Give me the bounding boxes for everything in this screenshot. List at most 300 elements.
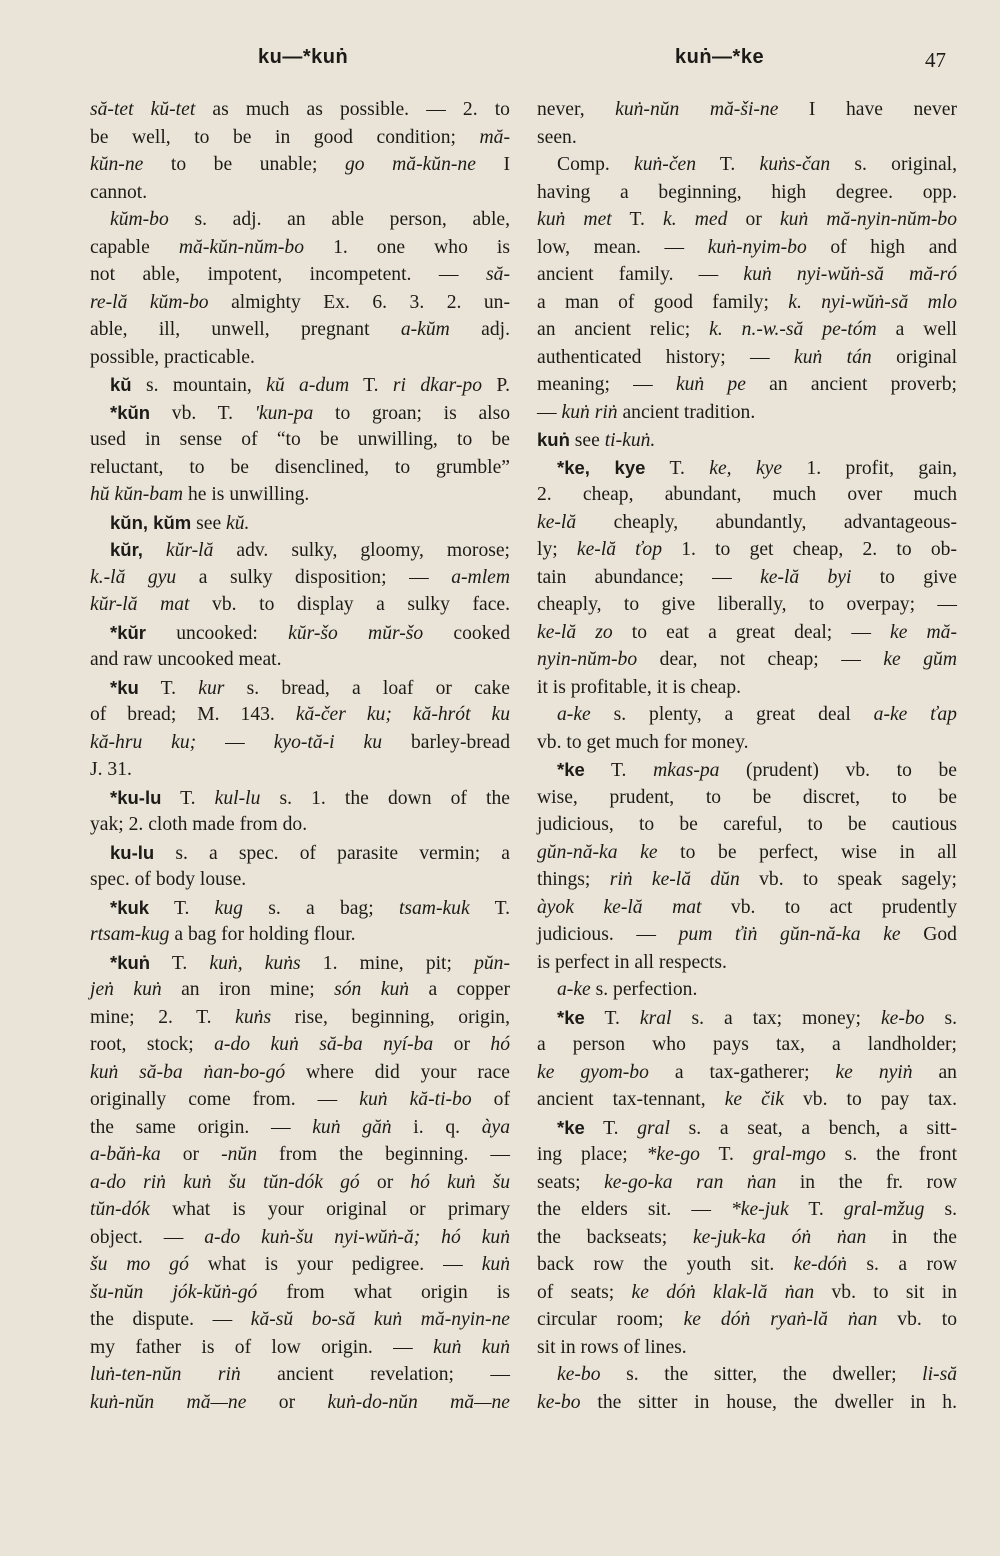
text-run: or (727, 209, 780, 230)
text-run: seats; (537, 1171, 605, 1193)
text-line (90, 1279, 510, 1307)
text-run: 1. one who is (304, 236, 510, 258)
italic-text: a-ke (557, 704, 591, 725)
text-run: adj. (449, 319, 510, 340)
italic-text: gral-mgo (752, 1144, 826, 1165)
text-line (537, 1306, 957, 1334)
text-run: see (569, 430, 605, 451)
text-line (90, 1114, 510, 1142)
text-line (90, 179, 510, 207)
italic-text: kyo-tă-i ku (273, 731, 383, 753)
text-run: a well (876, 319, 957, 340)
text-run: mine; 2. T. (90, 1006, 236, 1028)
italic-text: kuṅ tán (794, 346, 872, 368)
text-run: vb. to (877, 1309, 957, 1330)
text-run: things; (537, 869, 610, 890)
text-run: to give (851, 566, 958, 588)
text-line (537, 261, 957, 289)
text-line (537, 509, 957, 537)
italic-text: a-do kuṅ să-ba nyí-ba (214, 1034, 434, 1055)
italic-text: a-ke ťap (873, 704, 957, 725)
text-run: the elders sit. — (537, 1199, 731, 1220)
text-run: sit in rows of lines. (537, 1336, 687, 1358)
italic-text: 'kun-pa (254, 402, 314, 424)
text-run: I have never (778, 99, 957, 120)
text-line (90, 536, 510, 564)
text-run: meaning; — (537, 374, 676, 395)
italic-text: són kuṅ (334, 979, 410, 1000)
text-run: T. (584, 1117, 638, 1139)
text-line (90, 839, 510, 867)
text-run: 1. mine, pit; (300, 952, 475, 974)
text-line (537, 1031, 957, 1059)
headword: kŭr, (110, 539, 143, 560)
text-line (537, 784, 957, 812)
text-run: or (246, 1391, 328, 1413)
text-run: never, (537, 99, 616, 120)
text-run: the backseats; (537, 1226, 693, 1248)
italic-text: kuṅ să-ba ṅan-bo-gó (90, 1061, 286, 1083)
text-line (537, 646, 957, 674)
text-line (90, 784, 510, 812)
text-run: or (160, 1144, 222, 1165)
italic-text: kŭr-šo mŭr-šo (288, 622, 424, 644)
text-run: a sulky disposition; — (176, 566, 452, 588)
text-run: originally come from. — (90, 1089, 360, 1110)
italic-text: nyin-nŭm-bo (537, 649, 638, 670)
text-run: wise, prudent, to be discret, to be (537, 786, 957, 808)
text-line (90, 426, 510, 454)
text-run: T. (584, 1007, 640, 1029)
text-run: Comp. (557, 154, 635, 175)
text-run: T. (699, 1144, 753, 1165)
italic-text: ke-bo (880, 1007, 925, 1029)
text-run: cheaply, to give liberally, to overpay; — (537, 594, 957, 615)
text-run: object. — (90, 1226, 205, 1248)
text-run: cooked (423, 622, 510, 644)
text-run: root, stock; (90, 1034, 215, 1055)
italic-text: ke čik (724, 1089, 784, 1110)
text-run: tain abundance; — (537, 566, 761, 588)
italic-text: kŭn-ne (90, 154, 144, 175)
italic-text: hŭ kŭn-bam (90, 484, 184, 505)
italic-text: àyok ke-lă mat (537, 896, 702, 918)
text-run: vb. to speak sagely; (739, 869, 957, 890)
italic-text: kul-lu (214, 787, 261, 809)
text-run: where did your race (285, 1061, 511, 1083)
text-run: able, ill, unwell, pregnant (90, 319, 401, 340)
text-line (537, 151, 957, 179)
text-line (537, 894, 957, 922)
text-line (537, 1169, 957, 1197)
text-line (90, 811, 510, 839)
text-line (537, 619, 957, 647)
text-run: T. (788, 1199, 844, 1220)
text-line (90, 1141, 510, 1169)
italic-text: *ke-juk (730, 1199, 789, 1220)
italic-text: kuṅs-čan (759, 154, 831, 175)
text-run: T. (161, 787, 215, 809)
text-run: T. (149, 897, 215, 919)
text-run: T. (696, 154, 760, 175)
italic-text: kur (198, 677, 225, 699)
right-column (537, 96, 957, 1416)
text-line (90, 701, 510, 729)
text-run: of high and (806, 236, 957, 258)
italic-text: a-do riṅ kuṅ šu tŭn-dók gó (90, 1171, 360, 1193)
text-run: and raw uncooked meat. (90, 649, 282, 670)
page-number: 47 (925, 48, 946, 72)
text-line (537, 701, 957, 729)
text-line (537, 866, 957, 894)
italic-text: ke-juk-ka óṅ ṅan (692, 1226, 867, 1248)
text-line (90, 866, 510, 894)
italic-text: li-să (922, 1364, 957, 1385)
text-line (537, 1059, 957, 1087)
text-run: s. a spec. of parasite vermin; a (154, 842, 510, 864)
text-line (537, 1251, 957, 1279)
text-run: (prudent) vb. to be (719, 760, 957, 781)
text-run: s. (924, 1199, 957, 1220)
text-run: back row the youth sit. (537, 1254, 794, 1275)
italic-text: kŭ. (226, 512, 250, 534)
italic-text: kuṅ riṅ (561, 401, 618, 423)
text-line (537, 729, 957, 757)
text-line (90, 591, 510, 619)
italic-text: a-ke (557, 979, 591, 1000)
italic-text: àya (481, 1116, 510, 1138)
italic-text: k. med (663, 209, 728, 230)
text-line (90, 1086, 510, 1114)
text-run: low, mean. — (537, 236, 708, 258)
text-run: original (871, 346, 958, 368)
text-line (90, 1224, 510, 1252)
headword: *ku-lu (110, 786, 162, 808)
left-column (90, 96, 510, 1416)
italic-text: kuṅ-nŭn mă—ne (90, 1391, 247, 1413)
text-run: a tax-gatherer; (648, 1061, 836, 1083)
text-run: an iron mine; (161, 979, 335, 1000)
text-line (537, 206, 957, 234)
italic-text: ke dóṅ klak-lă ṅan (631, 1281, 815, 1303)
text-run: to be unable; (143, 154, 345, 175)
text-run: yak; 2. cloth made from do. (90, 814, 308, 835)
text-line (537, 839, 957, 867)
headword: *kuk (110, 896, 150, 918)
text-run: s. a tax; money; (671, 1007, 881, 1029)
text-line (537, 1389, 957, 1417)
text-run: cannot. (90, 181, 148, 203)
text-run: vb. to pay tax. (783, 1089, 957, 1110)
text-run: judicious, to be careful, to be cautious (537, 814, 957, 835)
text-run: s. mountain, (131, 375, 267, 396)
text-line (537, 756, 957, 784)
italic-text: a-kŭm (400, 319, 450, 340)
text-run: vb. to get much for money. (537, 731, 749, 753)
text-line (90, 124, 510, 152)
text-run: 2. cheap, abundant, much over much (537, 484, 957, 505)
italic-text: šu-nŭn jók-kŭṅ-gó (90, 1281, 258, 1303)
italic-text: ke nyiṅ (835, 1061, 913, 1083)
text-run: s. adj. an able person, able, (168, 209, 510, 230)
text-run: an (912, 1061, 957, 1083)
text-run: the same origin. — (90, 1116, 313, 1138)
text-line (90, 454, 510, 482)
text-run: — (196, 731, 274, 753)
text-line (537, 96, 957, 124)
text-line (537, 591, 957, 619)
text-run: ancient family. — (537, 264, 744, 285)
left-guide-word: ku—*kuṅ (258, 46, 349, 68)
text-run: s. a row (846, 1254, 957, 1275)
headword: *ke (557, 1006, 585, 1028)
text-run: the dispute. — (90, 1309, 251, 1330)
italic-text: hó (490, 1034, 510, 1055)
text-run: s. a bag; (242, 897, 399, 919)
italic-text: kuṅ pe (675, 374, 746, 395)
text-run: a man of good family; (537, 291, 789, 313)
text-run: or (359, 1171, 411, 1193)
text-line (90, 151, 510, 179)
text-run: ancient tax-tennant, (537, 1089, 725, 1110)
italic-text: pŭn- (474, 952, 510, 974)
text-line (537, 1086, 957, 1114)
text-line (537, 1224, 957, 1252)
text-run: a copper (409, 979, 510, 1000)
headword: kŭn, kŭm (110, 511, 192, 533)
italic-text: ri dkar-po (392, 375, 482, 396)
italic-text: kuṅ mă-nyin-nŭm-bo (779, 209, 957, 230)
headword: *ku (110, 676, 139, 698)
text-run: s. the front (825, 1144, 958, 1165)
text-line (537, 976, 957, 1004)
headword: *ke (557, 759, 585, 780)
text-run: s. perfection. (590, 979, 698, 1000)
text-run: almighty Ex. 6. 3. 2. un- (208, 291, 510, 313)
text-run: in the (866, 1226, 957, 1248)
headword: *ke (557, 1116, 585, 1138)
text-line (537, 234, 957, 262)
italic-text: go mă-kŭn-ne (344, 154, 476, 175)
text-run: an ancient proverb; (745, 374, 958, 395)
text-line (90, 509, 510, 537)
text-line (537, 1141, 957, 1169)
text-line (537, 811, 957, 839)
italic-text: kuṅ, kuṅs (209, 952, 301, 974)
text-run: s. plenty, a great deal (590, 704, 874, 725)
text-run: is perfect in all respects. (537, 951, 727, 973)
italic-text: kuṅ-do-nŭn mă—ne (327, 1391, 510, 1413)
text-run: vb. T. (150, 402, 255, 424)
italic-text: kug (214, 897, 243, 919)
italic-text: kuṅ-čen (634, 154, 697, 175)
text-line (537, 1279, 957, 1307)
text-line (90, 1251, 510, 1279)
text-line (90, 316, 510, 344)
italic-text: a-do kuṅ-šu nyi-wŭṅ-ă; hó kuṅ (204, 1226, 510, 1248)
text-run: of (471, 1089, 510, 1110)
text-run: seen. (537, 126, 577, 148)
italic-text: gŭn-nă-ka ke (537, 841, 658, 863)
right-guide-word: kuṅ—*ke (675, 46, 765, 68)
text-run: s. a seat, a bench, a sitt- (669, 1117, 957, 1139)
running-head (0, 46, 1000, 80)
text-run: cheaply, abundantly, advantageous- (576, 511, 957, 533)
text-run: or (433, 1034, 491, 1055)
text-run: not able, impotent, incompetent. — (90, 264, 487, 285)
text-line (537, 1334, 957, 1362)
text-run: dear, not cheap; — (637, 649, 884, 670)
italic-text: ke-go-ka ran ṅan (604, 1171, 777, 1193)
italic-text: ke-bo (537, 1391, 581, 1413)
text-run: in the fr. row (776, 1171, 957, 1193)
italic-text: kuṅ kuṅ (433, 1336, 511, 1358)
text-run: to eat a great deal; — (612, 621, 891, 643)
text-run: T. (150, 952, 210, 974)
text-run: adv. sulky, gloomy, morose; (213, 540, 511, 561)
italic-text: riṅ ke-lă dŭn (609, 869, 740, 890)
text-run: s. 1. the down of the (260, 787, 510, 809)
italic-text: ke gyom-bo (537, 1061, 649, 1083)
text-line (90, 921, 510, 949)
italic-text: re-lă kŭm-bo (90, 291, 209, 313)
text-run: P. (482, 375, 510, 396)
text-run: T. (611, 209, 664, 230)
text-line (90, 1169, 510, 1197)
text-line (90, 289, 510, 317)
text-line (537, 179, 957, 207)
italic-text: ke, kye (709, 457, 783, 479)
text-run: an ancient relic; (537, 319, 710, 340)
text-run (143, 540, 166, 561)
text-line (90, 234, 510, 262)
text-run: it is profitable, it is cheap. (537, 676, 742, 698)
italic-text: ke-lă byi (760, 566, 852, 588)
text-run: circular room; (537, 1309, 684, 1330)
italic-text: kŭr-lă mat (90, 594, 190, 615)
text-line (537, 1361, 957, 1389)
text-line (90, 1334, 510, 1362)
italic-text: k. n.-w.-să pe-tóm (709, 319, 877, 340)
text-run: vb. to sit in (814, 1281, 957, 1303)
italic-text: kŭm-bo (110, 209, 169, 230)
italic-text: mă- (479, 126, 510, 148)
text-line (537, 481, 957, 509)
text-line (537, 1114, 957, 1142)
italic-text: kă-sŭ bo-să kuṅ mă-nyin-ne (250, 1309, 510, 1330)
text-line (90, 646, 510, 674)
text-line (90, 674, 510, 702)
text-line (90, 96, 510, 124)
italic-text: ke-dóṅ (793, 1254, 847, 1275)
text-run: what is your original or primary (149, 1199, 510, 1220)
text-line (90, 619, 510, 647)
text-line (90, 206, 510, 234)
headword: *ke, kye (557, 456, 646, 478)
text-run: s. the sitter, the dweller; (600, 1364, 923, 1385)
italic-text: să- (486, 264, 510, 285)
text-line (537, 536, 957, 564)
text-line (537, 564, 957, 592)
text-line (537, 371, 957, 399)
text-run: T. (645, 457, 710, 479)
text-run: T. (349, 375, 393, 396)
italic-text: gral-mžug (843, 1199, 925, 1220)
text-run: be well, to be in good condition; (90, 126, 480, 148)
text-run: s. (924, 1007, 957, 1029)
text-run: barley-bread (382, 731, 510, 753)
italic-text: kuṅ met (537, 209, 612, 230)
italic-text: kă-hru ku; (90, 731, 197, 753)
text-run: 1. profit, gain, (782, 457, 958, 479)
text-run: to groan; is also (313, 402, 511, 424)
italic-text: luṅ-ten-nŭn riṅ (90, 1364, 241, 1385)
italic-text: ke dóṅ ryaṅ-lă ṅan (683, 1309, 878, 1330)
italic-text: kuṅ-nyim-bo (707, 236, 807, 258)
text-line (537, 426, 957, 454)
italic-text: kă-čer ku; kă-hrót ku (295, 704, 510, 725)
text-line (90, 949, 510, 977)
text-run: the sitter in house, the dweller in h. (580, 1391, 957, 1413)
italic-text: ke-bo (557, 1364, 601, 1385)
italic-text: ke-lă (537, 511, 577, 533)
italic-text: kŭ a-dum (266, 375, 350, 396)
text-line (90, 894, 510, 922)
text-run: a person who pays tax, a landholder; (537, 1034, 957, 1055)
text-line (90, 1389, 510, 1417)
text-line (90, 371, 510, 399)
text-run: vb. to act prudently (701, 896, 957, 918)
text-run: I (475, 154, 510, 175)
text-run: my father is of low origin. — (90, 1336, 434, 1358)
text-run: i. q. (391, 1116, 482, 1138)
text-line (90, 481, 510, 509)
text-run: a bag for holding flour. (169, 924, 356, 945)
text-line (537, 289, 957, 317)
italic-text: kŭr-lă (165, 540, 214, 561)
italic-text: kuṅ găṅ (312, 1116, 392, 1138)
text-run: possible, practicable. (90, 346, 255, 368)
text-run: see (191, 512, 227, 534)
text-run: what is your pedigree. — (188, 1254, 482, 1275)
text-run: T. (584, 760, 654, 781)
italic-text: a-mlem (451, 566, 510, 588)
text-run: ancient revelation; — (240, 1364, 510, 1385)
text-run: authenticated history; — (537, 346, 794, 368)
italic-text: tsam-kuk (398, 897, 470, 919)
text-run: to be perfect, wise in all (657, 841, 957, 863)
text-run: ly; (537, 539, 577, 560)
text-line (537, 124, 957, 152)
text-run: God (900, 924, 957, 945)
text-run: having a beginning, high degree. opp. (537, 181, 957, 203)
italic-text: šu mo gó (90, 1254, 189, 1275)
italic-text: tŭn-dók (90, 1199, 150, 1220)
italic-text: k. nyi-wŭṅ-să mlo (788, 291, 957, 313)
italic-text: mă-kŭn-nŭm-bo (178, 236, 305, 258)
text-line (537, 674, 957, 702)
italic-text: -nŭn (221, 1144, 258, 1165)
text-run: from the beginning. — (257, 1144, 510, 1165)
italic-text: jeṅ kuṅ (90, 979, 162, 1000)
text-run: ing place; (537, 1144, 647, 1165)
italic-text: ke-lă zo (537, 621, 613, 643)
text-line (90, 344, 510, 372)
text-run: 1. to get cheap, 2. to ob- (662, 539, 957, 560)
text-line (90, 1031, 510, 1059)
text-run: as much as possible. — 2. to (195, 99, 510, 120)
text-line (537, 921, 957, 949)
